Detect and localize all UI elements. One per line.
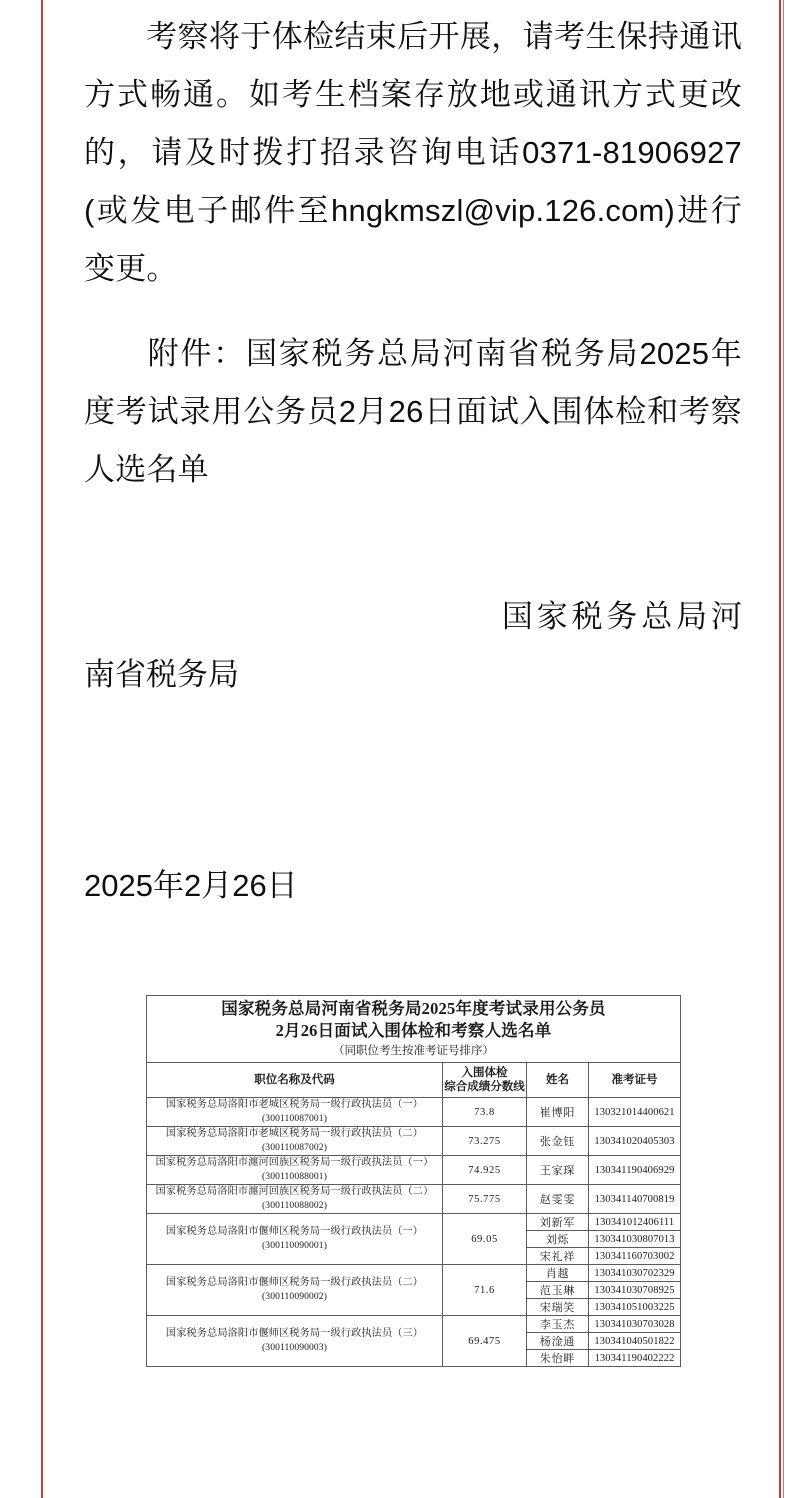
cell-position	[147, 1265, 443, 1316]
paragraph-contact-notice	[84, 8, 742, 298]
cell-position	[147, 1156, 443, 1185]
cell-ticket-number: 130341160703002	[589, 1248, 681, 1265]
table-row	[147, 1265, 681, 1282]
column-header-name: 姓名	[527, 1063, 589, 1098]
cell-position	[147, 1316, 443, 1367]
cell-ticket-number: 130341012406111	[589, 1214, 681, 1231]
table-header-row	[147, 1063, 681, 1098]
cell-ticket-number: 130341190406929	[589, 1156, 681, 1185]
position-code: (300110090001)	[262, 1240, 327, 1251]
column-header-position: 职位名称及代码	[147, 1063, 443, 1098]
document-date: 2025年2月26日	[84, 868, 298, 903]
cell-ticket-number: 130341190402222	[589, 1350, 681, 1367]
cell-candidate-name: 崔博阳	[527, 1098, 589, 1127]
position-code: (300110088002)	[262, 1200, 327, 1211]
position-name: 国家税务总局洛阳市瀍河回族区税务局一级行政执法员（一）	[155, 1157, 434, 1168]
cell-candidate-name: 朱怡畔	[527, 1350, 589, 1367]
cell-candidate-name: 王家琛	[527, 1156, 589, 1185]
right-red-rule-inner	[779, 0, 781, 1498]
cell-candidate-name: 赵雯雯	[527, 1185, 589, 1214]
table-row	[147, 1127, 681, 1156]
cell-ticket-number: 130341140700819	[589, 1185, 681, 1214]
cell-position	[147, 1127, 443, 1156]
table-title-cell	[147, 996, 681, 1063]
attachment-table-wrapper	[146, 995, 680, 1367]
table-title-line1: 国家税务总局河南省税务局2025年度考试录用公务员	[221, 999, 606, 1018]
position-code: (300110088001)	[262, 1171, 327, 1182]
cell-candidate-name: 范玉琳	[527, 1282, 589, 1299]
cell-ticket-number: 130341030807013	[589, 1231, 681, 1248]
cell-ticket-number: 130341020405303	[589, 1127, 681, 1156]
column-header-score	[443, 1063, 527, 1098]
right-red-rule-outer	[783, 0, 784, 1498]
cell-candidate-name: 宋瑞笑	[527, 1299, 589, 1316]
position-code: (300110090002)	[262, 1291, 327, 1302]
table-title-row	[147, 996, 681, 1063]
position-name: 国家税务总局洛阳市偃师区税务局一级行政执法员（二）	[165, 1277, 424, 1288]
roster-table	[146, 995, 681, 1367]
paragraph-text: 附件：国家税务总局河南省税务局2025年度考试录用公务员2月26日面试入围体检和考察人选名单	[84, 336, 742, 487]
cell-score: 74.925	[443, 1156, 527, 1185]
column-header-ticket: 准考证号	[589, 1063, 681, 1098]
cell-position	[147, 1185, 443, 1214]
signature-block	[84, 588, 742, 704]
cell-score: 73.8	[443, 1098, 527, 1127]
position-code: (300110087001)	[262, 1113, 327, 1124]
table-title-line2: 2月26日面试入围体检和考察人选名单	[275, 1021, 552, 1040]
column-header-score-line2: 综合成绩分数线	[444, 1081, 525, 1093]
position-name: 国家税务总局洛阳市偃师区税务局一级行政执法员（一）	[165, 1226, 424, 1237]
column-header-score-line1: 入围体检	[461, 1067, 508, 1079]
cell-score: 71.6	[443, 1265, 527, 1316]
left-red-rule	[41, 0, 43, 1498]
cell-ticket-number: 130321014400621	[589, 1098, 681, 1127]
position-code: (300110087002)	[262, 1142, 327, 1153]
cell-candidate-name: 肖越	[527, 1265, 589, 1282]
cell-candidate-name: 宋礼祥	[527, 1248, 589, 1265]
cell-ticket-number: 130341030702329	[589, 1265, 681, 1282]
cell-ticket-number: 130341040501822	[589, 1333, 681, 1350]
cell-candidate-name: 张金钰	[527, 1127, 589, 1156]
cell-position	[147, 1214, 443, 1265]
table-row	[147, 1214, 681, 1231]
position-name: 国家税务总局洛阳市老城区税务局一级行政执法员（二）	[165, 1128, 424, 1139]
cell-ticket-number: 130341030708925	[589, 1282, 681, 1299]
position-name: 国家税务总局洛阳市瀍河回族区税务局一级行政执法员（二）	[155, 1186, 434, 1197]
cell-score: 73.275	[443, 1127, 527, 1156]
position-name: 国家税务总局洛阳市老城区税务局一级行政执法员（一）	[165, 1099, 424, 1110]
table-row	[147, 1316, 681, 1333]
cell-score: 75.775	[443, 1185, 527, 1214]
cell-candidate-name: 刘烁	[527, 1231, 589, 1248]
cell-candidate-name: 李玉杰	[527, 1316, 589, 1333]
paragraph-text: 考察将于体检结束后开展，请考生保持通讯方式畅通。如考生档案存放地或通讯方式更改的，请及时拨打招录咨询电话0371-81906927(或发电子邮件至hngkmszl@vip.126.com)进行变更。	[84, 19, 742, 286]
position-name: 国家税务总局洛阳市偃师区税务局一级行政执法员（三）	[165, 1328, 424, 1339]
cell-ticket-number: 130341030703028	[589, 1316, 681, 1333]
position-code: (300110090003)	[262, 1342, 327, 1353]
cell-score: 69.475	[443, 1316, 527, 1367]
table-row	[147, 1098, 681, 1127]
cell-ticket-number: 130341051003225	[589, 1299, 681, 1316]
table-row	[147, 1185, 681, 1214]
cell-candidate-name: 刘新军	[527, 1214, 589, 1231]
cell-candidate-name: 杨淦通	[527, 1333, 589, 1350]
cell-score: 69.05	[443, 1214, 527, 1265]
paragraph-attachment-reference	[84, 325, 742, 499]
signature-text: 国家税务总局河南省税务局	[84, 599, 742, 692]
table-row	[147, 1156, 681, 1185]
table-title-subtitle: （同职位考生按准考证号排序）	[333, 1045, 494, 1057]
cell-position	[147, 1098, 443, 1127]
